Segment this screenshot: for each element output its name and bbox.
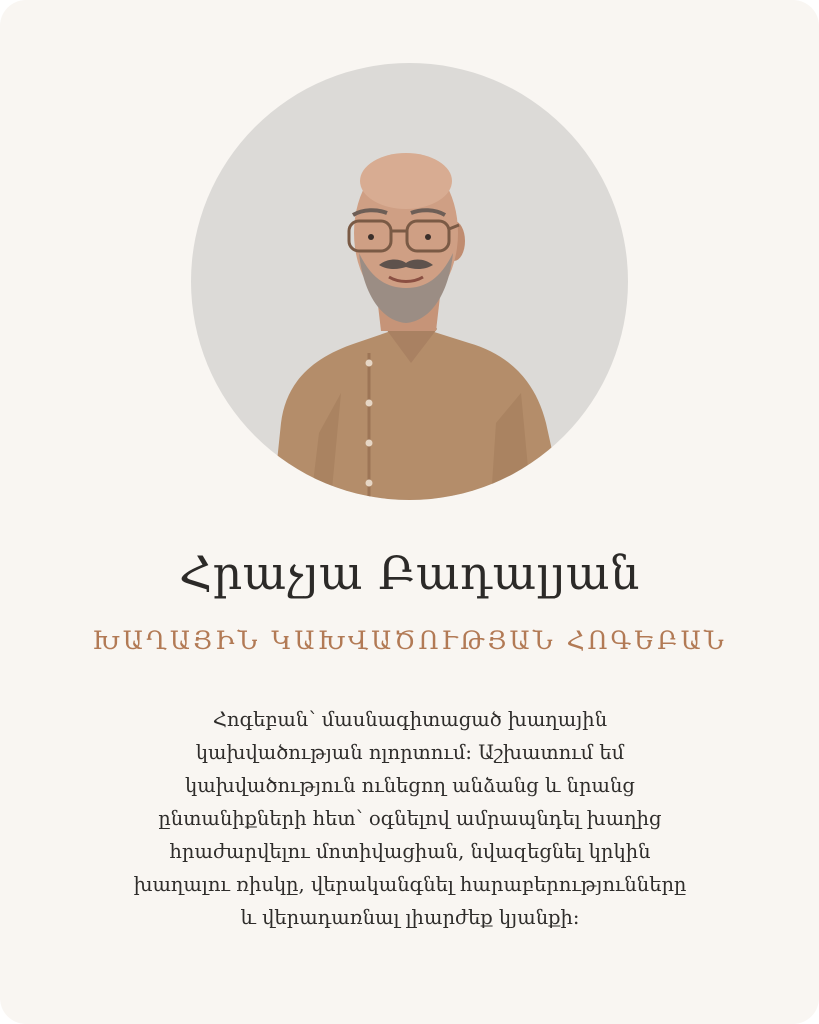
profile-bio [110,703,710,934]
profile-role: ԽԱՂԱՅԻՆ ԿԱԽՎԱԾՈՒԹՅԱՆ ՀՈԳԵԲԱՆ [92,626,727,655]
bio-line: հրաժարվելու մոտիվացիան, նվազեցնել կրկին [169,840,651,863]
profile-name: Հրաչյա Բադալյան [179,546,640,600]
bio-line: ընտանիքների հետ՝ օգնելով ամրապնդել խաղից [158,807,662,830]
person-photo-icon [191,63,628,500]
bio-line: կախվածության ոլորտում: Աշխատում եմ [195,741,625,764]
bio-line: և վերադառնալ լիարժեք կյանքի: [240,906,580,929]
bio-line: կախվածություն ունեցող անձանց և նրանց [185,774,635,797]
profile-photo [191,63,628,500]
bio-line: Հոգեբան՝ մասնագիտացած խաղային [212,708,608,731]
bio-line: խաղալու ռիսկը, վերականգնել հարաբերությունները [133,873,687,896]
